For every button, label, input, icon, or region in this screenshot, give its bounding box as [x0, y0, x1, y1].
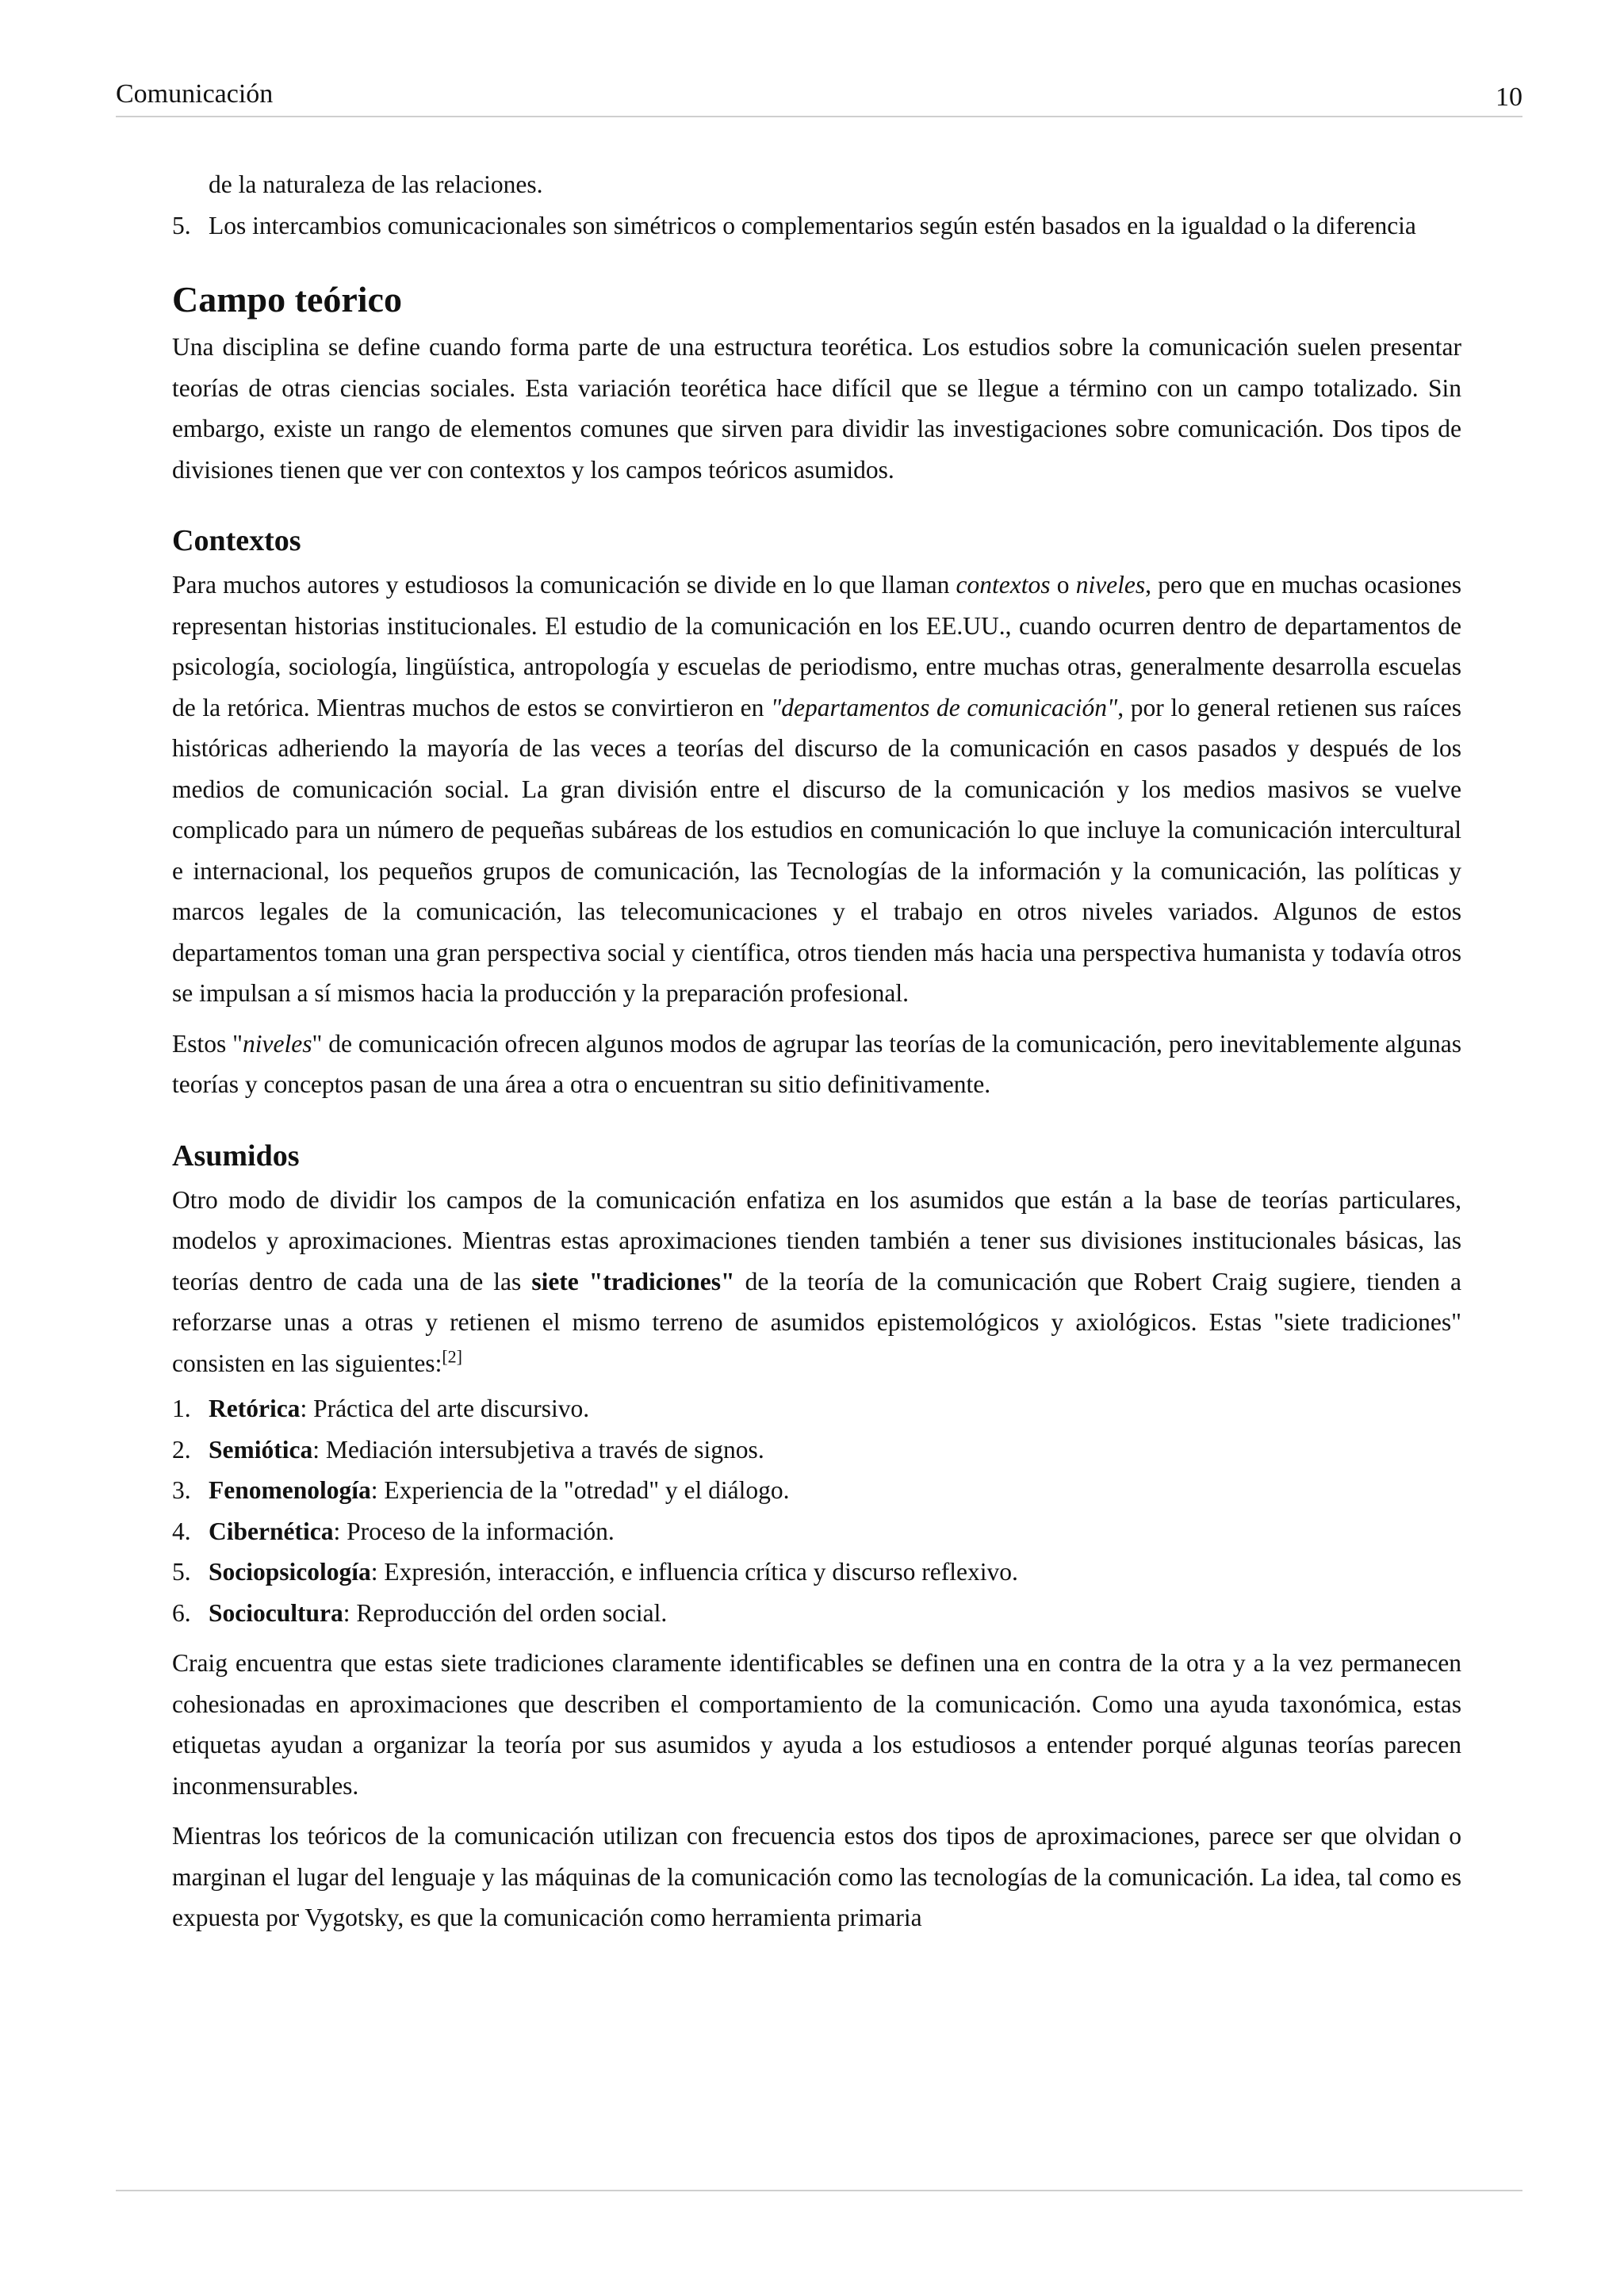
bold-term: siete "tradiciones" [531, 1267, 735, 1295]
list-item: 4. Cibernética: Proceso de la información. [172, 1517, 615, 1545]
italic-term: niveles [243, 1029, 312, 1058]
footer-divider [116, 2190, 1522, 2191]
list-term: Retórica [209, 1395, 301, 1422]
list-item-number: 5. [172, 211, 191, 239]
list-item [172, 205, 1461, 247]
continued-list [172, 205, 1461, 247]
paragraph: Craig encuentra que estas siete tradiciones claramente identificables se definen una en contra de la otra y a la vez permanecen cohesionadas en aproximaciones que describen el comportamiento de la comunicación. Como una ayuda taxonómica, estas etiquetas ayudan a organizar la teoría por sus asumidos y ayuda a los estudiosos a entender porqué algunas teorías parecen inconmensurables. [172, 1649, 1461, 1800]
list-item: 1. Retórica: Práctica del arte discursivo. [172, 1395, 590, 1422]
section-heading-campo-teorico: Campo teórico [172, 279, 402, 320]
subsection-heading-asumidos: Asumidos [172, 1138, 300, 1173]
header-divider [116, 116, 1522, 117]
page-number: 10 [1496, 82, 1522, 112]
reference-link[interactable]: [2] [442, 1346, 462, 1366]
paragraph: Una disciplina se define cuando forma parte de una estructura teorética. Los estudios sobre la comunicación suelen presentar teorías de otras ciencias sociales. Esta variación teorética hace difícil que se llegue a término con un campo totalizado. Sin embargo, existe un rango de elementos comunes que sirven para dividir las investigaciones sobre comunicación. Dos tipos de divisiones tienen que ver con contextos y los campos teóricos asumidos. [172, 333, 1461, 484]
paragraph: Mientras los teóricos de la comunicación utilizan con frecuencia estos dos tipos de aproximaciones, parece ser que olvidan o marginan el lugar del lenguaje y las máquinas de la comunicación como las tecnologías de la comunicación. La idea, tal como es expuesta por Vygotsky, es que la comunicación como herramienta primaria [172, 1822, 1461, 1931]
subsection-heading-contextos: Contextos [172, 524, 301, 557]
list-term: Sociocultura [209, 1598, 343, 1627]
list-item: 2. Semiótica: Mediación intersubjetiva a través de signos. [172, 1435, 764, 1464]
list-item-text: Los intercambios comunicacionales son simétricos o complementarios según estén basados en la igualdad o la diferencia [209, 211, 1416, 239]
paragraph: Estos "niveles" de comunicación ofrecen algunos modos de agrupar las teorías de la comunicación, pero inevitablemente algunas teorías y conceptos pasan de una área a otra o encuentran su sitio definitivamente. [172, 1029, 1462, 1098]
list-term: Cibernética [209, 1517, 334, 1545]
list-item: 5. Sociopsicología: Expresión, interacción, e influencia crítica y discurso reflexivo. [172, 1558, 1018, 1586]
italic-term: niveles [1075, 571, 1146, 599]
list-item: 6. Sociocultura: Reproducción del orden social. [172, 1598, 668, 1627]
list-item: 3. Fenomenología: Experiencia de la "otredad" y el diálogo. [172, 1476, 790, 1504]
traditions-list [172, 1388, 1461, 1633]
list-continuation: de la naturaleza de las relaciones. [209, 170, 543, 198]
italic-term: "departamentos de comunicación" [770, 693, 1118, 721]
list-term: Semiótica [209, 1435, 313, 1464]
paragraph: Otro modo de dividir los campos de la comunicación enfatiza en los asumidos que están a la base de teorías particulares, modelos y aproximaciones. Mientras estas aproximaciones tienden también a tener sus divisiones institucionales básicas, las teorías dentro de cada una de las siete "tradiciones" de la teoría de la comunicación que Robert Craig sugiere, tienden a reforzarse unas a otras y retienen el mismo terreno de asumidos epistemológicos y axiológicos. Estas "siete tradiciones" consisten en las siguientes:[2] [172, 1185, 1461, 1377]
list-term: Fenomenología [209, 1476, 371, 1504]
list-term: Sociopsicología [209, 1558, 371, 1586]
page-body [172, 164, 1461, 1938]
paragraph: Para muchos autores y estudiosos la comunicación se divide en lo que llaman contextos o niveles, pero que en muchas ocasiones representan historias institucionales. El estudio de la comunicación en los EE.UU., cuando ocurren dentro de departamentos de psicología, sociología, lingüística, antropología y escuelas de periodismo, entre muchas otras, generalmente desarrolla escuelas de la retórica. Mientras muchos de estos se convirtieron en "departamentos de comunicación", por lo general retienen sus raíces históricas adheriendo la mayoría de las veces a teorías del discurso de la comunicación en casos pasados y después de los medios de comunicación social. La gran división entre el discurso de la comunicación y los medios masivos se vuelve complicado para un número de pequeñas subáreas de los estudios en comunicación lo que incluye la comunicación intercultural e internacional, los pequeños grupos de comunicación, las Tecnologías de la información y la comunicación, las políticas y marcos legales de la comunicación, las telecomunicaciones y el trabajo en otros niveles variados. Algunos de estos departamentos toman una gran perspectiva social y científica, otros tienden más hacia una perspectiva humanista y todavía otros se impulsan a sí mismos hacia la producción y la preparación profesional. [172, 571, 1461, 1007]
italic-term: contextos [956, 571, 1051, 599]
running-header-title: Comunicación [116, 79, 274, 109]
